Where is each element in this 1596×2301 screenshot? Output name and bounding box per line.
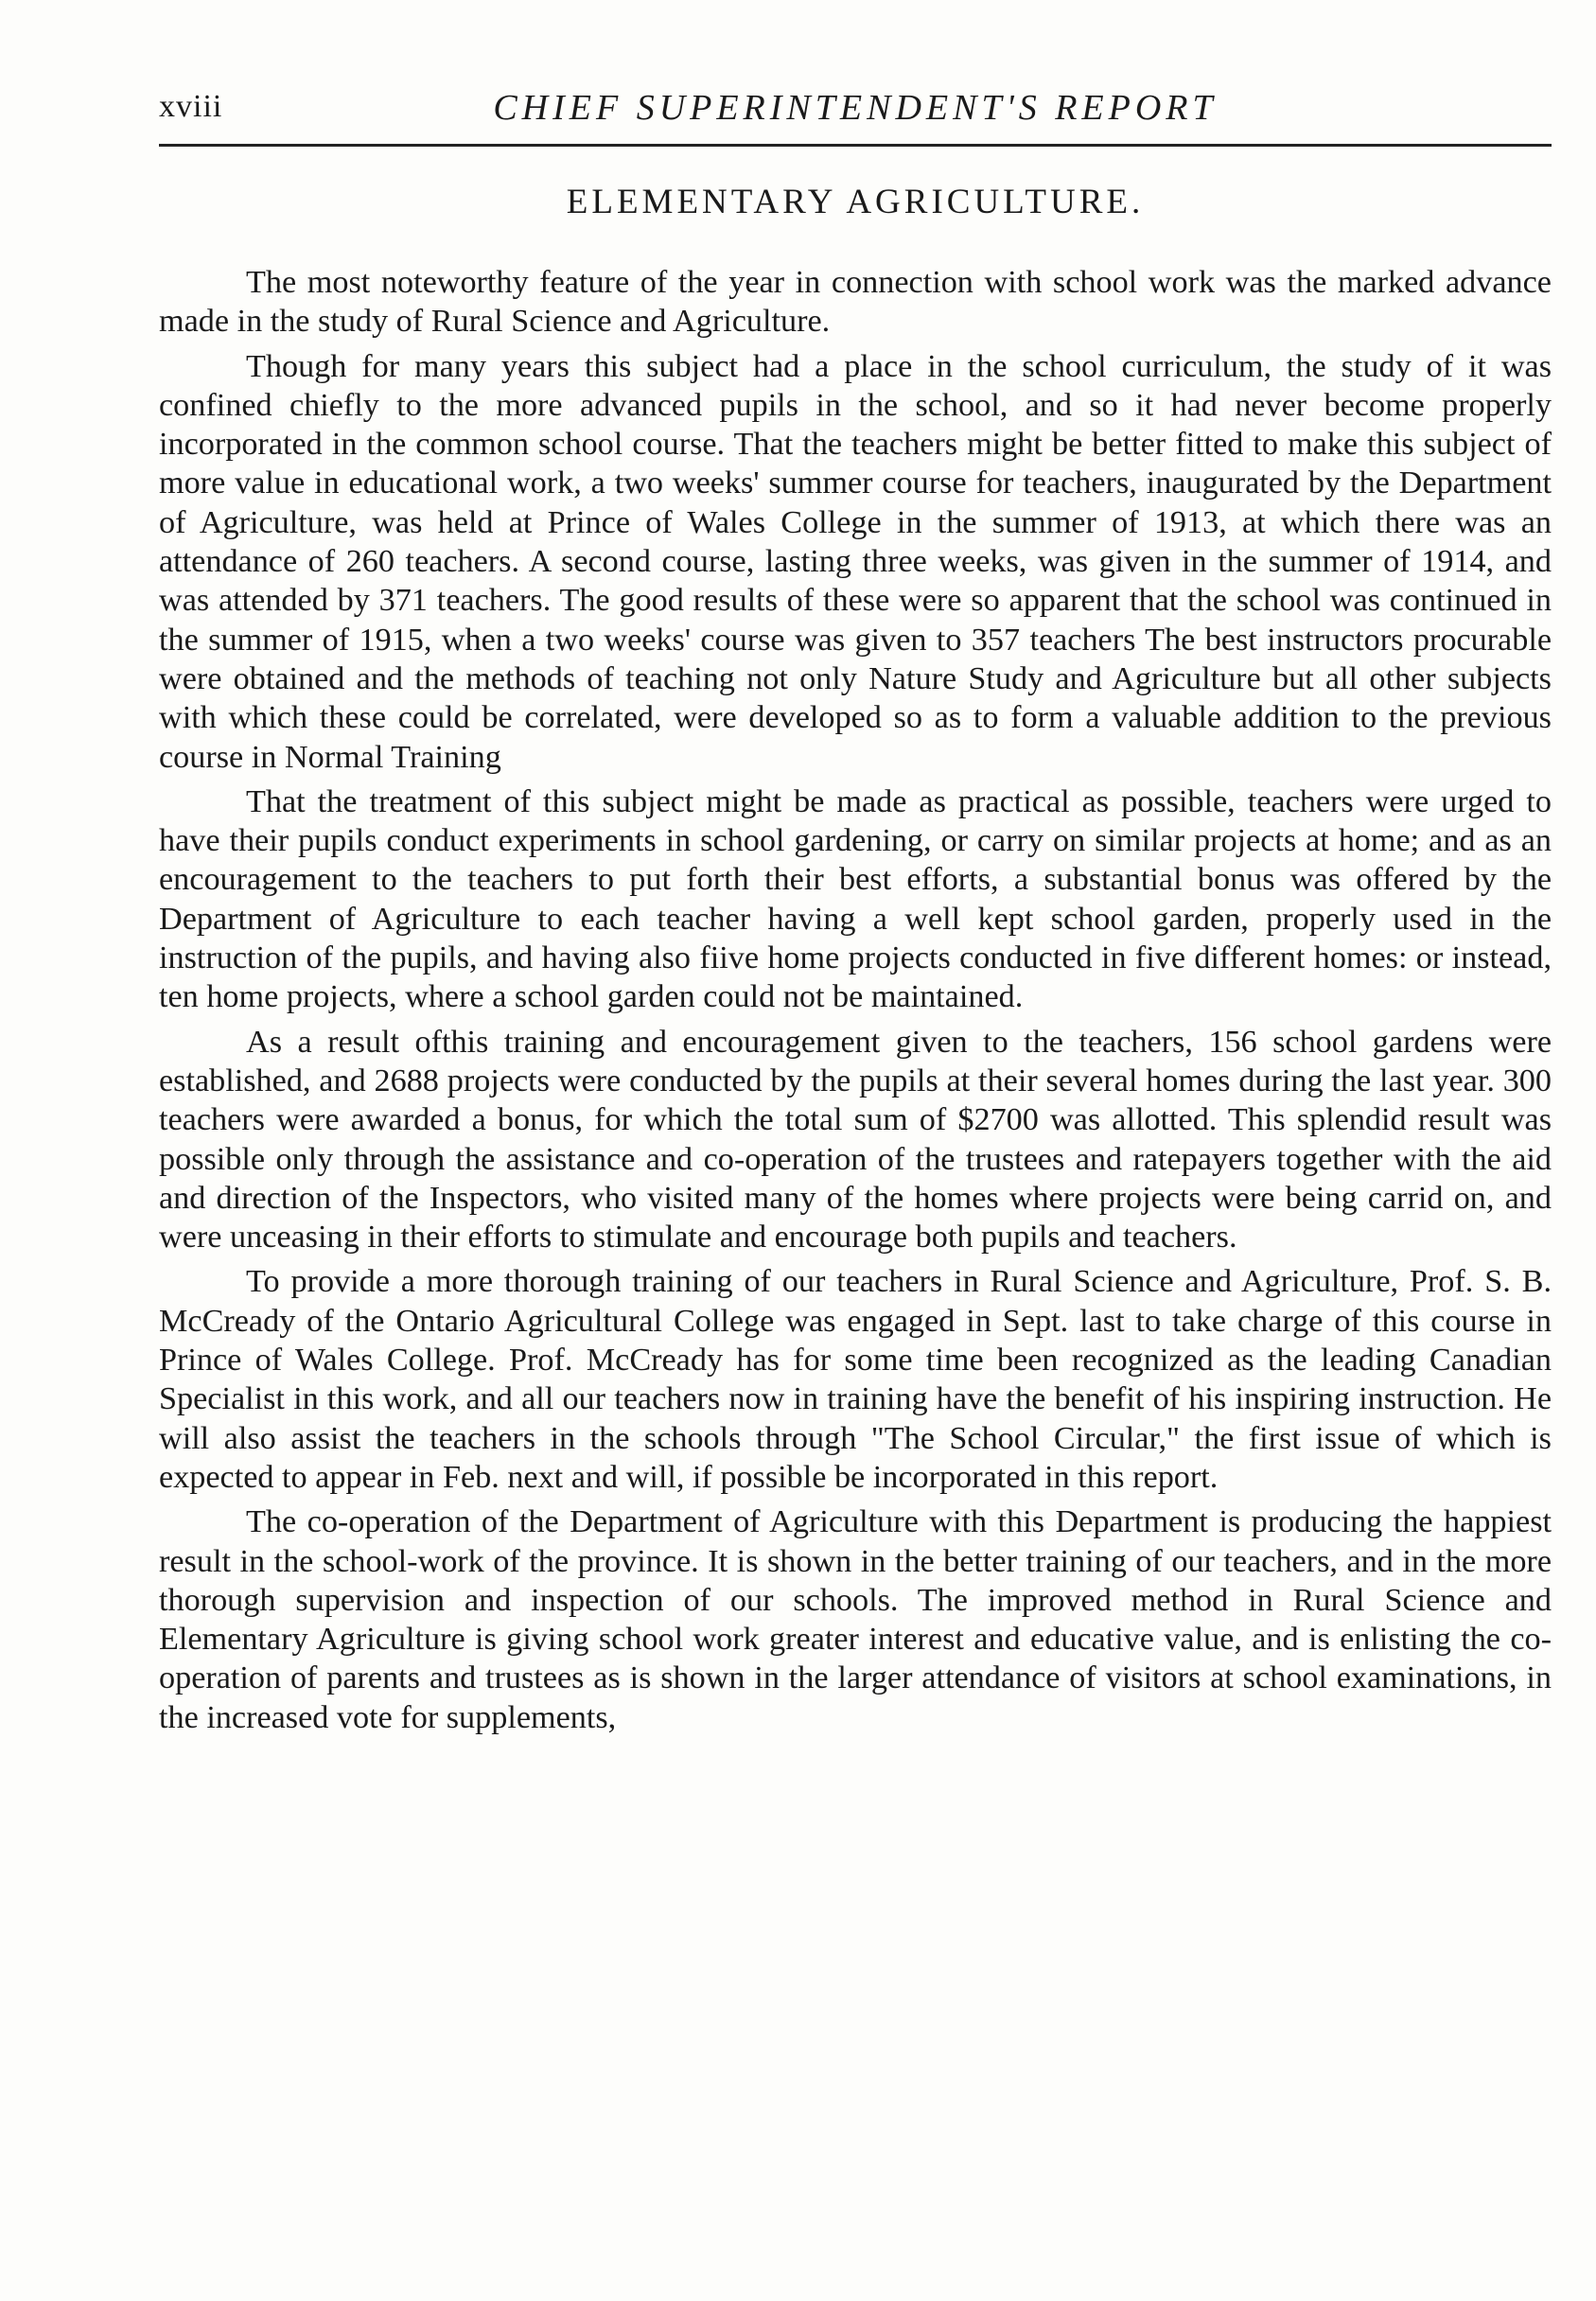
running-head	[159, 83, 1552, 140]
paragraph: The co-operation of the Department of Agriculture with this Department is producing the happiest result in the school-work of the province. It is shown in the better training of our teachers, and in the more thorough supervision and inspection of our schools. The improved method in Rural Science and Elementary Agriculture is giving school work greater interest and educative value, and is enlisting the co-operation of parents and trustees as is shown in the larger attendance of visitors at school examinations, in the increased vote for supplements,	[159, 1504, 1552, 1735]
running-title: CHIEF SUPERINTENDENT'S REPORT	[493, 88, 1218, 128]
page-number: xviii	[159, 89, 223, 124]
body-text	[159, 263, 1552, 1743]
header-rule	[159, 144, 1552, 147]
paragraph: The most noteworthy feature of the year in connection with school work was the marked advance made in the study of Rural Science and Agriculture.	[159, 265, 1552, 340]
paragraph: To provide a more thorough training of our teachers in Rural Science and Agriculture, Prof. S. B. McCready of the Ontario Agricultural College was engaged in Sept. last to take charge of this course in Prince of Wales College. Prof. McCready has for some time been recognized as the leading Canadian Specialist in this work, and all our teachers now in training have the benefit of his inspiring instruction. He will also assist the teachers in the schools through "The School Circular," the first issue of which is expected to appear in Feb. next and will, if possible be incorporated in this report.	[159, 1264, 1552, 1495]
paragraph: That the treatment of this subject might be made as practical as possible, teachers were urged to have their pupils conduct experiments in school gardening, or carry on similar projects at home; and as an encouragement to the teachers to put forth their best efforts, a substantial bonus was offered by the Department of Agriculture to each teacher having a well kept school garden, properly used in the instruction of the pupils, and having also fiive home projects conducted in five different homes: or instead, ten home projects, where a school garden could not be maintained.	[159, 783, 1552, 1015]
section-title: ELEMENTARY AGRICULTURE.	[566, 183, 1145, 221]
paragraph: As a result ofthis training and encouragement given to the teachers, 156 school gardens were established, and 2688 projects were conducted by the pupils at their several homes during the last year. 300 teachers were awarded a bonus, for which the total sum of $2700 was allotted. This splendid result was possible only through the assistance and co-operation of the trustees and ratepayers together with the aid and direction of the Inspectors, who visited many of the homes where projects were being carrid on, and were unceasing in their efforts to stimulate and encourage both pupils and teachers.	[159, 1024, 1552, 1256]
paragraph: Though for many years this subject had a place in the school curriculum, the study of it was confined chiefly to the more advanced pupils in the school, and so it had never become properly incorporated in the common school course. That the teachers might be better fitted to make this subject of more value in educational work, a two weeks' summer course for teachers, inaugurated by the Department of Agriculture, was held at Prince of Wales College in the summer of 1913, at which there was an attendance of 260 teachers. A second course, lasting three weeks, was given in the summer of 1914, and was attended by 371 teachers. The good results of these were so apparent that the school was continued in the summer of 1915, when a two weeks' course was given to 357 teachers The best instructors procurable were obtained and the methods of teaching not only Nature Study and Agriculture but all other subjects with which these could be correlated, were developed so as to form a valuable addition to the previous course in Normal Training	[159, 348, 1552, 775]
